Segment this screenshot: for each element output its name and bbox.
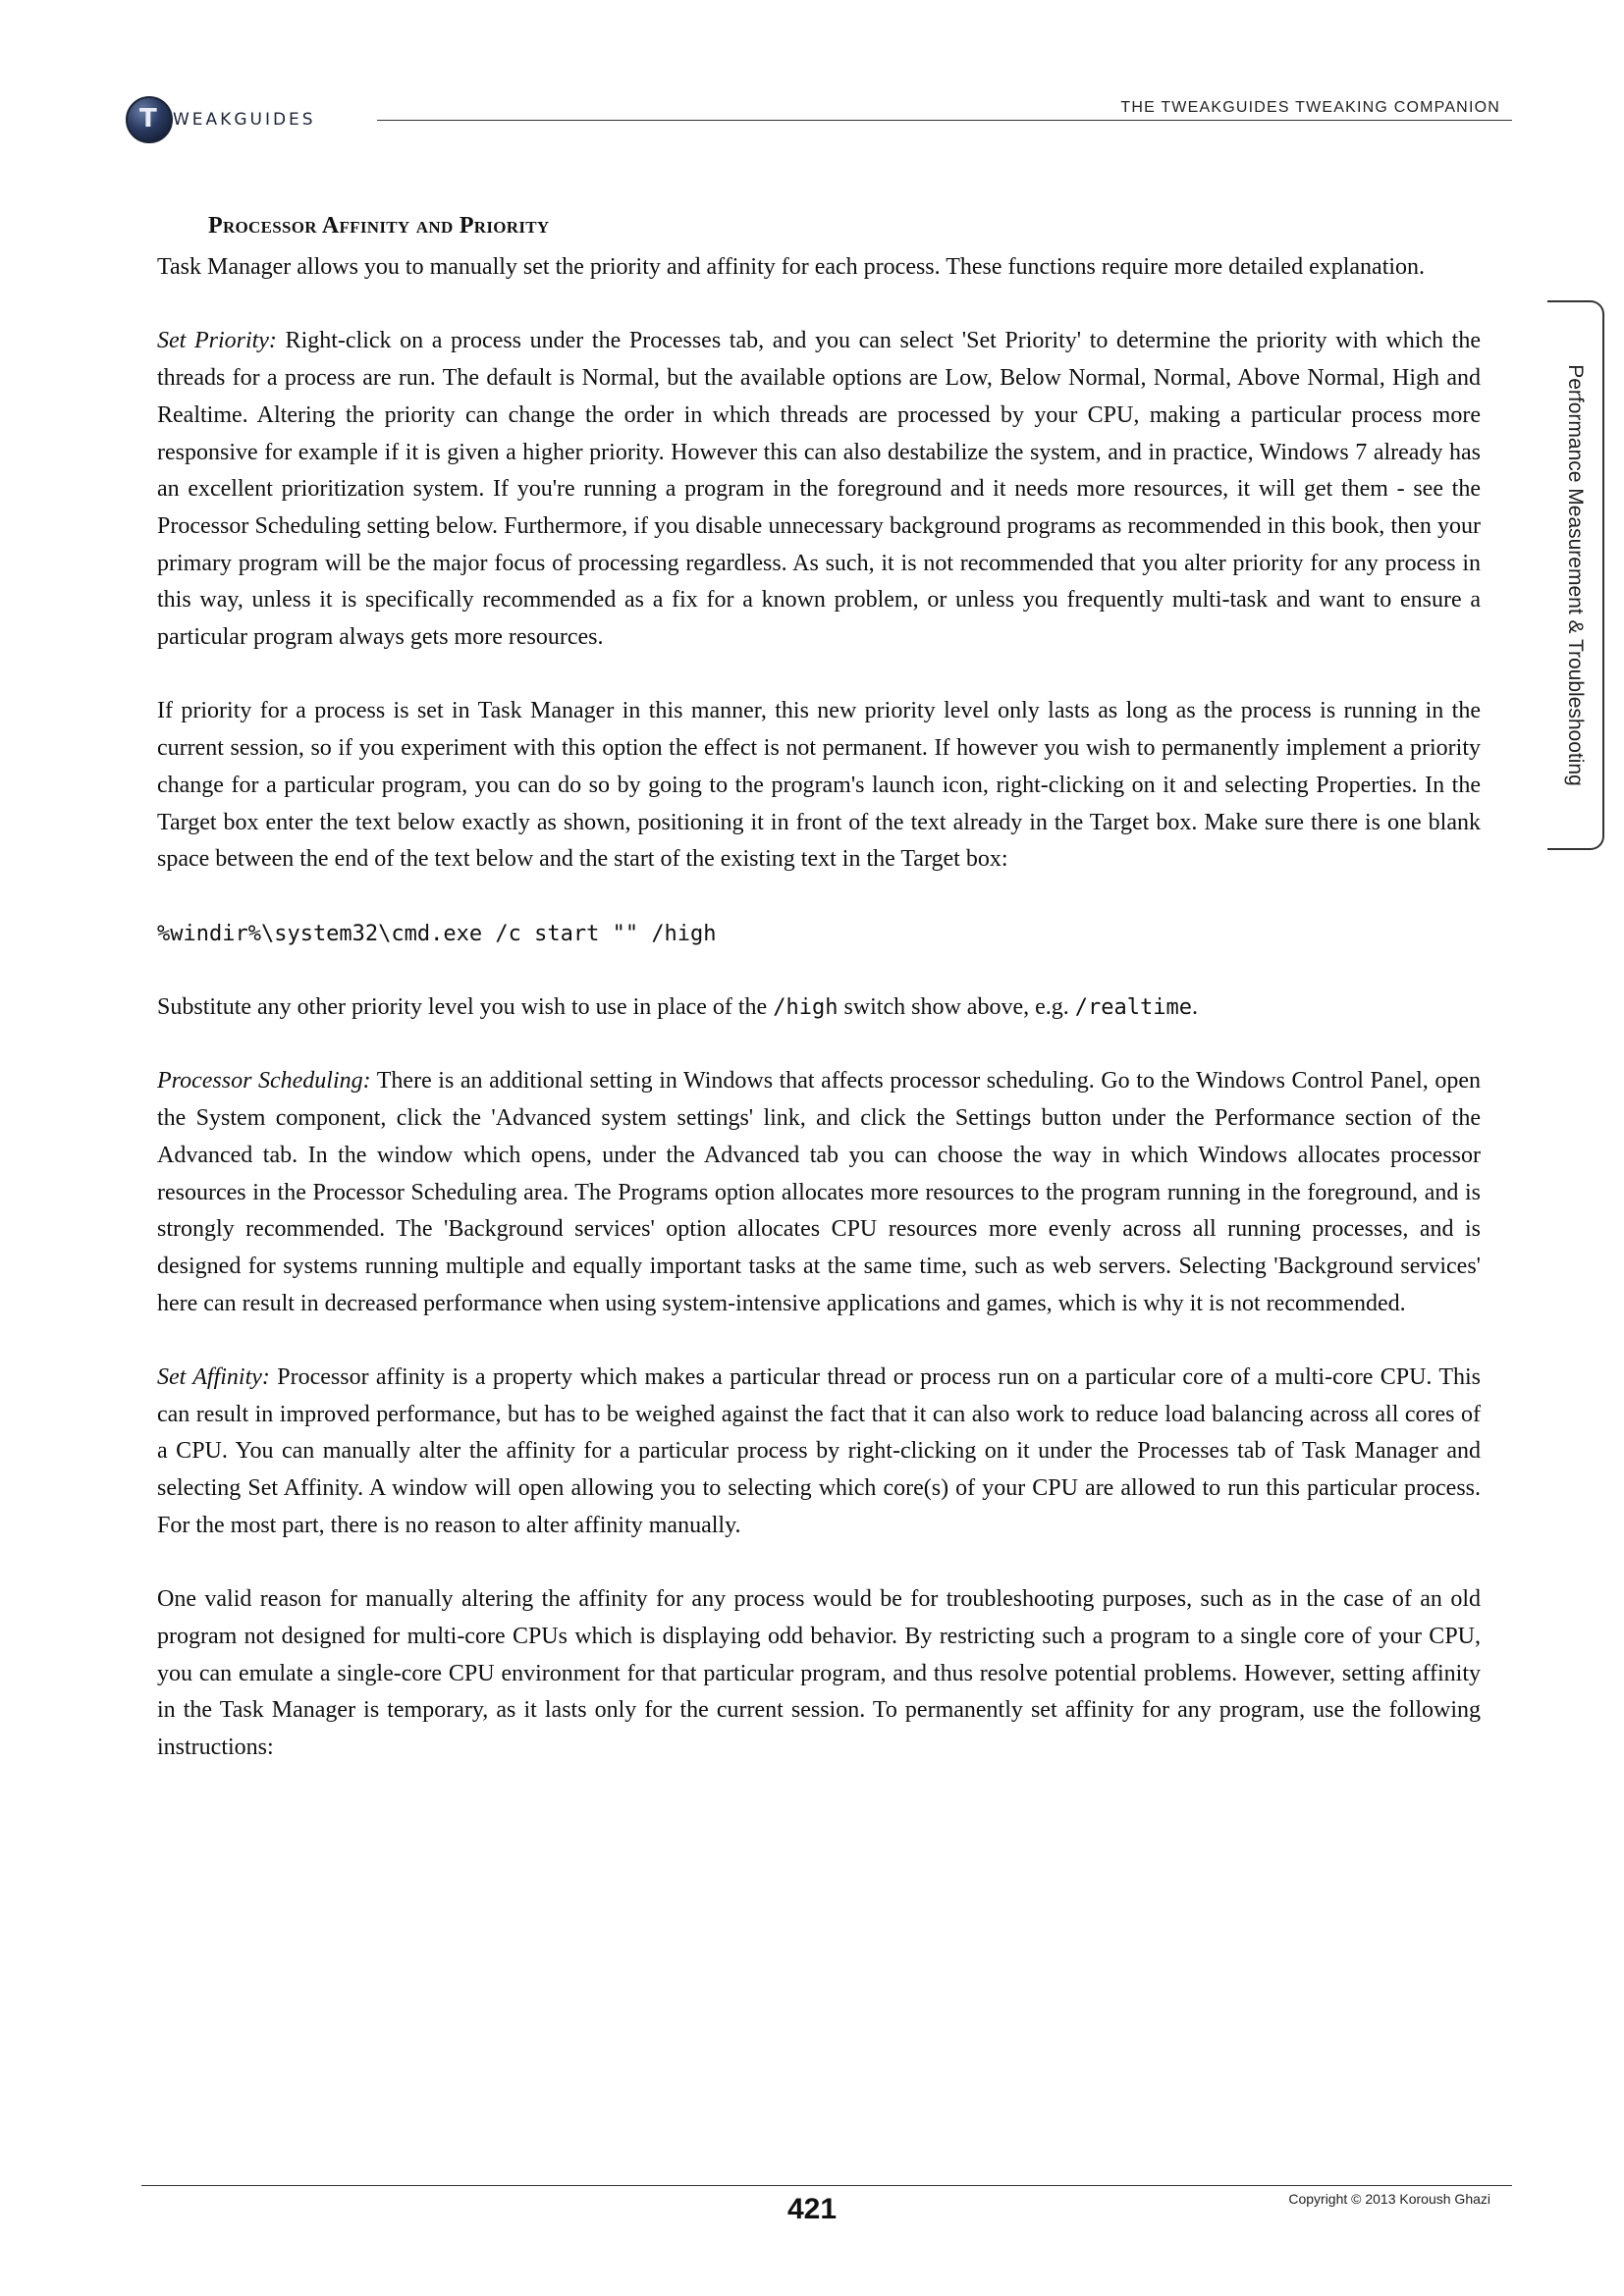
substitute-paragraph [157,989,1481,1027]
set-affinity-text: Processor affinity is a property which makes a particular thread or process run on a particular core of a multi-core CPU. This can result in improved performance, but has to be weighed against the fact that it can also work to reduce load balancing across all cores of a CPU. You can manually alter the affinity for a particular process by right-clicking on it under the Processes tab of Task Manager and selecting Set Affinity. A window will open allowing you to selecting which core(s) of your CPU are allowed to run this particular process. For the most part, there is no reason to alter affinity manually. [157,1364,1482,1538]
side-tab-label: Performance Measurement & Troubleshooting [1564,364,1587,786]
copyright-notice: Copyright © 2013 Koroush Ghazi [1288,2191,1490,2207]
set-priority-lead: Set Priority: [157,328,277,354]
priority-persist-paragraph: If priority for a process is set in Task Manager in this manner, this new priority level only lasts as long as the process is running in the current session, so if you experiment with this option the effect is not permanent. If however you wish to permanently implement a priority change for a particular program, you can do so by going to the program's launch icon, right-clicking on it and selecting Properties. In the Target box enter the text below exactly as shown, positioning it in front of the text already in the Target box. Make sure there is one blank space between the end of the text below and the start of the existing text in the Target box: [157,698,1481,873]
tweakguides-logo [126,96,361,143]
priority-command: %windir%\system32\cmd.exe /c start "" /high [157,921,717,946]
section-side-tab [1547,300,1604,850]
processor-scheduling-paragraph [157,1063,1481,1322]
logo-wordmark: WEAKGUIDES [173,110,316,130]
logo-globe-icon [126,96,173,143]
processor-scheduling-text: There is an additional setting in Windows that affects processor scheduling. Go to the Windows Control Panel, open the System component, click the 'Advanced system settings' link, and click the Settings button under the Performance section of the Advanced tab. In the window which opens, under the Advanced tab you can choose the way in which Windows allocates processor resources in the Processor Scheduling area. The Programs option allocates more resources to the program running in the foreground, and is strongly recommended. The 'Background services' option allocates CPU resources more evenly across all running processes, and is designed for systems running multiple and equally important tasks at the same time, such as web servers. Selecting 'Background services' here can result in decreased performance when using system-intensive applications and games, which is why it is not recommended. [157,1068,1481,1316]
set-affinity-paragraph [157,1360,1481,1545]
intro-paragraph: Task Manager allows you to manually set the priority and affinity for each process. These functions require more detailed explanation. [157,254,1426,280]
header-divider [377,120,1512,121]
footer-divider [141,2185,1512,2186]
realtime-switch: /realtime [1074,995,1192,1020]
logo-letter: T [139,104,157,133]
substitute-before: Substitute any other priority level you wish to use in place of the [157,994,774,1020]
substitute-after: . [1191,994,1198,1020]
set-affinity-lead: Set Affinity: [157,1364,270,1390]
set-priority-text: Right-click on a process under the Processes tab, and you can select 'Set Priority' to determine the priority with which the threads for a process are run. The default is Normal, but the available options are Low, Below Normal, Normal, Above Normal, High and Realtime. Altering the priority can change the order in which threads are processed by your CPU, making a particular process more responsive for example if it is given a higher priority. However this can also destabilize the system, and in practice, Windows 7 already has an excellent prioritization system. If you're running a program in the foreground and it needs more resources, it will get them - see the Processor Scheduling setting below. Furthermore, if you disable unnecessary background programs as recommended in this book, then your primary program will be the major focus of processing regardless. As such, it is not recommended that you alter priority for any process in this way, unless it is specifically recommended as a fix for a known problem, or unless you frequently multi-task and want to ensure a particular program always gets more resources. [157,328,1481,651]
section-heading: Processor Affinity and Priority [208,213,550,239]
set-priority-paragraph [157,323,1481,656]
running-header-title: THE TWEAKGUIDES TWEAKING COMPANION [1120,99,1500,116]
substitute-middle: switch show above, e.g. [838,994,1075,1020]
page-number: 421 [786,2193,838,2225]
high-switch: /high [773,995,839,1020]
processor-scheduling-lead: Processor Scheduling: [157,1068,371,1095]
page-content [157,208,1481,1803]
affinity-reason-paragraph: One valid reason for manually altering the affinity for any process would be for troubleshooting purposes, such as in the case of an old program not designed for multi-core CPUs which is displaying odd behavior. By restricting such a program to a single core of your CPU, you can emulate a single-core CPU environment for that particular program, and thus resolve potential problems. However, setting affinity in the Task Manager is temporary, as it lasts only for the current session. To permanently set affinity for any program, use the following instructions: [157,1586,1481,1761]
